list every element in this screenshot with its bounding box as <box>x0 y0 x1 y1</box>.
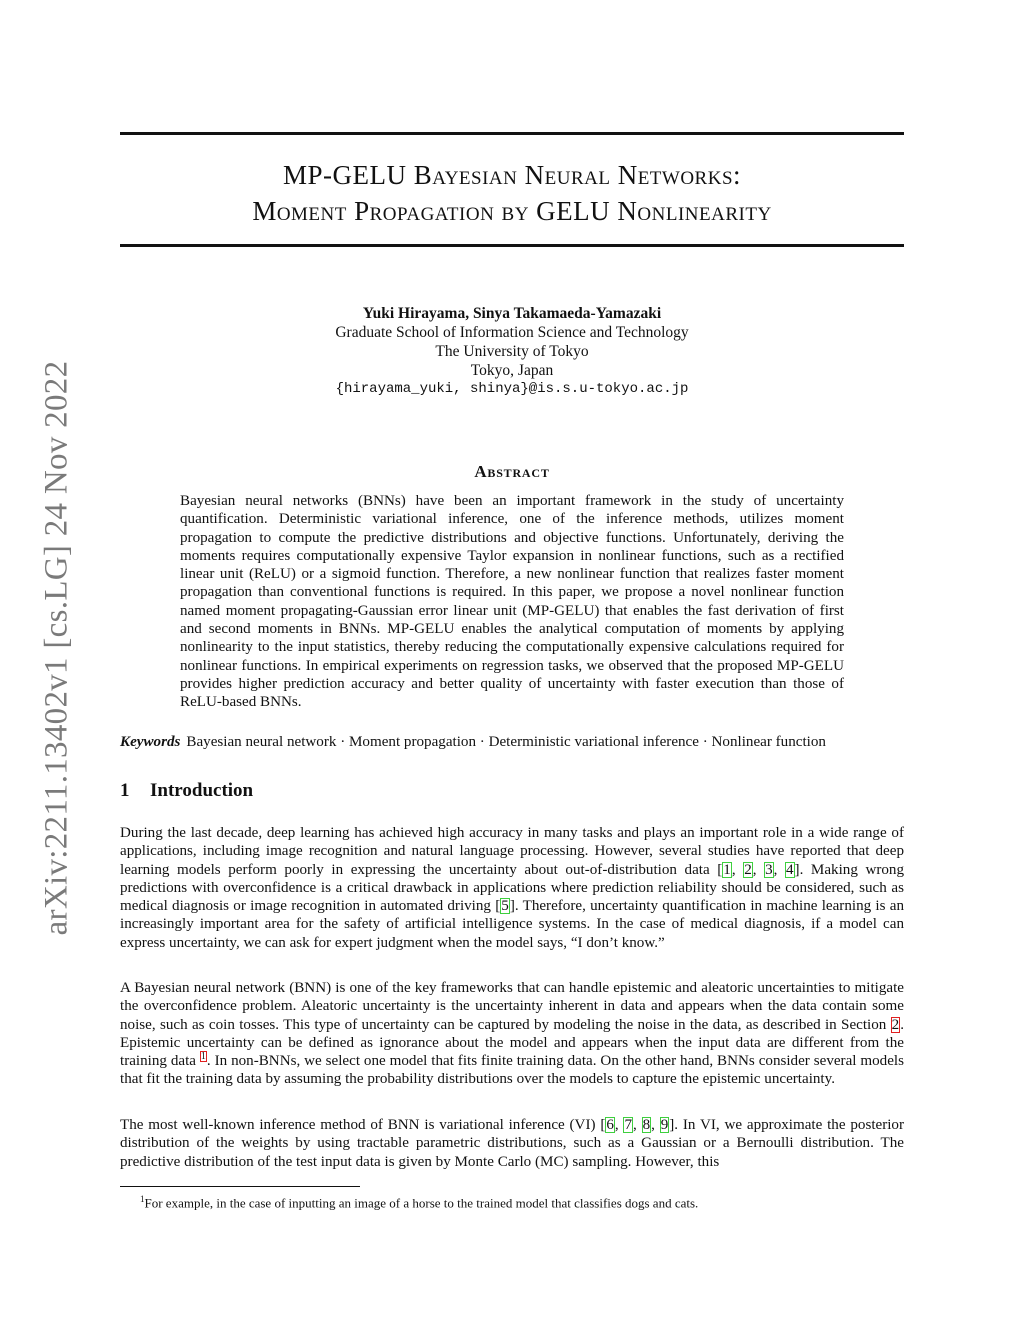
title-line-2: Moment Propagation by GELU Nonlinearity <box>252 196 772 226</box>
abstract-text: Bayesian neural networks (BNNs) have been an important framework in the study of uncertainty quantification. Deterministic variational inference, one of the inference methods, utilizes moment propagation to compute the predictive distributions and objective functions. Unfortunately, deriving the moments requires computationally expensive Taylor expansion in nonlinear functions, such as a rectified linear unit (ReLU) or a sigmoid function. Therefore, a new nonlinear function that realizes faster moment propagation than conventional functions is required. In this paper, we propose a novel nonlinear function named moment propagating-Gaussian error linear unit (MP-GELU) that enables the fast derivation of first and second moments in BNNs. MP-GELU enables the analytical computation of moments by applying nonlinearity to the input statistics, thereby reducing the computationally expensive calculations required for nonlinear functions. In empirical experiments on regression tasks, we observed that the proposed MP-GELU provides higher prediction accuracy and better quality of uncertainty with faster execution than those of ReLU-based BNNs. <box>180 493 844 711</box>
p1-text-b: ]. Making wrong predictions with overconfidence is a critical drawback in applications where prediction reliability should be considered, such as medical diagnosis or image recognition in automated driving [ <box>120 861 905 915</box>
keywords-line <box>120 733 904 752</box>
citation-link-3[interactable]: 3 <box>765 861 773 878</box>
p2-text-c: . In non-BNNs, we select one model that fits finite training data. On the other hand, BNNs consider several models that fit the training data by assuming the probability distributions over the models to capture the epistemic uncertainty. <box>120 1053 904 1088</box>
paper-title <box>120 157 904 229</box>
citation-link-8[interactable]: 8 <box>642 1117 651 1133</box>
author-block <box>120 304 904 399</box>
section-title: Introduction <box>150 780 254 801</box>
keywords-text: Bayesian neural network · Moment propagation · Deterministic variational inference · Nonlinear function <box>186 734 826 750</box>
intro-paragraph-2 <box>120 979 904 1089</box>
section-ref-link-2[interactable]: 2 <box>891 1016 900 1033</box>
footnote <box>140 1191 698 1211</box>
p1-text-c: ]. Therefore, uncertainty quantification in machine learning is an increasingly important area for the safety of artificial intelligence systems. In the case of medical diagnosis, if a model can express uncertainty, we can ask for expert judgment when the model says, “I don’t know.” <box>120 898 904 951</box>
affiliation-line-3: Tokyo, Japan <box>470 362 554 379</box>
author-names: Yuki Hirayama, Sinya Takamaeda-Yamazaki <box>362 305 662 322</box>
p2-text-b: . Epistemic uncertainty can be defined as ignorance about the model and appears when the input data are different from the training data <box>120 1016 904 1070</box>
title-rule-bottom <box>120 244 904 247</box>
citation-link-9[interactable]: 9 <box>660 1117 669 1133</box>
arxiv-identifier: arXiv:2211.13402v1 [cs.LG] 24 Nov 2022 <box>38 360 75 936</box>
p2-text-a: A Bayesian neural network (BNN) is one of the key frameworks that can handle epistemic and aleatoric uncertainties to mitigate the overconfidence problem. Aleatoric uncertainty is the uncertainty inherent in data and appears when the data contain some noise, such as coin tosses. This type of uncertainty can be captured by modeling the noise in the data, as described in Section <box>120 980 904 1033</box>
section-number: 1 <box>120 780 130 801</box>
footnote-mark: 1 <box>140 1194 145 1204</box>
citation-link-5[interactable]: 5 <box>501 898 509 915</box>
citation-link-2[interactable]: 2 <box>744 861 752 878</box>
footnote-link-1[interactable]: 1 <box>200 1051 206 1063</box>
intro-paragraph-3: The most well-known inference method of BNN is variational inference (VI) [6, 7, 8, 9]. In VI, we approximate the posterior distribution of the weights by using tractable parametric distributions, such as a Gaussian or a Bernoulli distribution. The predictive distribution of the test input data is given by Monte Carlo (MC) sampling. However, this <box>120 1117 905 1170</box>
keywords-label: Keywords <box>120 734 181 750</box>
intro-paragraph-1: During the last decade, deep learning has achieved high accuracy in many tasks and plays an important role in a wide range of applications, including image recognition and natural language processing. However, several studies have reported that deep learning models perform poorly in expressing the uncertainty about out-of-distribution data [1, 2, 3, 4]. Making wrong predictions with overconfidence is a critical drawback in applications where prediction reliability should be considered, such as medical diagnosis or image recognition in automated driving [5]. Therefore, uncertainty quantification in machine learning is an increasingly important area for the safety of artificial intelligence systems. In the case of medical diagnosis, if a model can express uncertainty, we can ask for expert judgment when the model says, “I don’t know.” <box>120 825 905 951</box>
author-email: {hirayama_yuki, shinya}@is.s.u-tokyo.ac.jp <box>335 381 689 397</box>
title-line-1: MP-GELU Bayesian Neural Networks: <box>282 160 742 190</box>
footnote-rule <box>120 1186 360 1187</box>
citation-link-6[interactable]: 6 <box>606 1117 614 1133</box>
citation-link-7[interactable]: 7 <box>624 1117 633 1133</box>
footnote-text: For example, in the case of inputting an image of a horse to the trained model that classifies dogs and cats. <box>144 1195 699 1211</box>
affiliation-line-2: The University of Tokyo <box>435 343 589 360</box>
citation-link-1[interactable]: 1 <box>723 861 731 878</box>
title-rule-top <box>120 132 904 135</box>
section-heading-introduction <box>120 780 253 802</box>
p1-text-a: During the last decade, deep learning has achieved high accuracy in many tasks and plays an important role in a wide range of applications, including image recognition and natural language processing. However, several studies have reported that deep learning models perform poorly in expressing the uncertainty about out-of-distribution data [ <box>120 825 904 878</box>
citation-link-4[interactable]: 4 <box>786 861 794 878</box>
abstract-heading: Abstract <box>474 462 550 481</box>
affiliation-line-1: Graduate School of Information Science and Technology <box>335 324 689 341</box>
arxiv-sidebar-stamp <box>0 0 80 1325</box>
p3-text-a: The most well-known inference method of BNN is variational inference (VI) [ <box>120 1117 606 1133</box>
p3-text-b: ]. In VI, we approximate the posterior distribution of the weights by using tractable parametric distributions, such as a Gaussian or a Bernoulli distribution. The predictive distribution of the test input data is given by Monte Carlo (MC) sampling. However, this <box>120 1117 905 1170</box>
